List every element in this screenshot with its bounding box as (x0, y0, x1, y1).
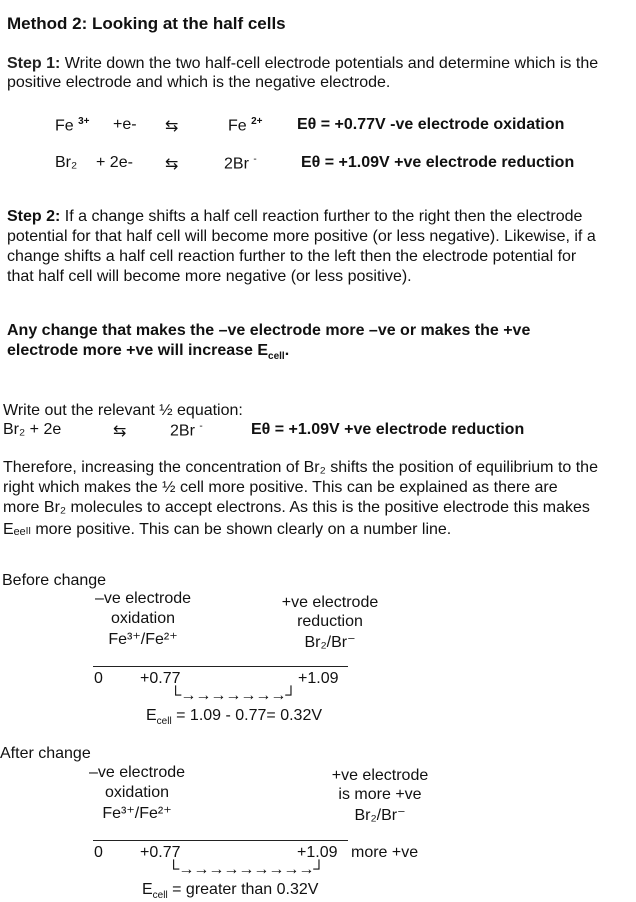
step2-line1: Step 2: If a change shifts a half cell reaction further to the right then the electrode (7, 208, 583, 225)
equilibrium-arrow-icon: ⇆ (165, 156, 179, 173)
relevant-intro: Write out the relevant ½ equation: (3, 402, 243, 419)
before-zero: 0 (94, 670, 103, 687)
step2-line3: change shifts a half cell reaction further to the left then the electrode potential for (7, 248, 577, 265)
rule-line2: electrode more +ve will increase $E_{cell}$. (7, 342, 290, 363)
before-neg-label3: Fe³⁺/Fe²⁺ (108, 631, 178, 648)
after-neg-label3: Fe³⁺/Fe²⁺ (102, 805, 172, 822)
before-pos-label2: reduction (297, 613, 363, 630)
after-tick2: +1.09 (297, 844, 338, 861)
therefore-line2: right which makes the ½ cell more positive. This can be explained as there are (3, 479, 558, 496)
after-arrow-icon: └→→→→→→→→→┘ (168, 861, 324, 878)
therefore-line4: Eₑₑₗₗ more positive. This can be shown clearly on a number line. (3, 521, 452, 538)
therefore-line3: more Br₂ molecules to accept electrons. As this is the positive electrode this makes (3, 499, 590, 516)
before-pos-label1: +ve electrode (281, 594, 379, 611)
reaction-br-left: Br₂ (55, 154, 78, 171)
equilibrium-arrow-icon: ⇆ (113, 423, 127, 440)
step1-label: Step 1: (7, 55, 61, 72)
reaction-fe-left: Fe $^{3+}$ (55, 116, 90, 135)
before-neg-label1: –ve electrode (94, 590, 192, 607)
after-neg-label1: –ve electrode (88, 764, 186, 781)
before-pos-label3: Br₂/Br⁻ (304, 634, 356, 651)
after-pos-label3: Br₂/Br⁻ (354, 807, 406, 824)
before-ecell: $E_{cell} = 1.09 - 0.77= 0.32V$ (146, 707, 323, 728)
after-neg-label2: oxidation (104, 784, 170, 801)
step1-line1 (7, 55, 598, 73)
page-title: Method 2: Looking at the half cells (7, 14, 286, 33)
after-zero: 0 (94, 844, 103, 861)
reaction-fe-electron: +e- (113, 116, 137, 133)
step1-line2: positive electrode and which is the negative electrode. (7, 74, 391, 91)
step1-text1: Write down the two half-cell electrode potentials and determine which is the (64, 55, 599, 72)
after-pos-label1: +ve electrode (331, 767, 429, 784)
relevant-right: 2Br - (170, 421, 203, 440)
reaction-fe-right: Fe $^{2+}$ (228, 116, 263, 135)
therefore-line1: Therefore, increasing the concentration of Br₂ shifts the position of equilibrium to the (3, 459, 598, 476)
reaction-br-potential: Eθ = +1.09V +ve electrode reduction (301, 154, 575, 171)
after-number-line (93, 840, 348, 841)
reaction-br-electron: + 2e- (96, 154, 133, 171)
after-ecell: $E_{cell}$ = greater than 0.32V (142, 881, 319, 902)
step2-label: Step 2: (7, 208, 61, 225)
step2-line2: potential for that half cell will become more positive (or less negative). Likewise, if a (7, 228, 596, 245)
after-tick2-note: more +ve (351, 844, 419, 861)
relevant-left: Br₂ + 2e (3, 421, 62, 438)
after-tick1: +0.77 (140, 844, 181, 861)
relevant-potential: Eθ = +1.09V +ve electrode reduction (251, 421, 525, 438)
equilibrium-arrow-icon: ⇆ (165, 118, 179, 135)
rule-line1: Any change that makes the –ve electrode more –ve or makes the +ve (7, 322, 531, 339)
reaction-br-right: 2Br - (224, 154, 257, 173)
step2-line4: that half cell will become more negative (or less positive). (7, 268, 412, 285)
after-pos-label2: is more +ve (338, 786, 422, 803)
before-arrow-icon: └→→→→→→→┘ (170, 687, 296, 704)
before-heading: Before change (2, 572, 107, 589)
reaction-fe-potential: Eθ = +0.77V -ve electrode oxidation (297, 116, 565, 133)
after-heading: After change (0, 745, 91, 762)
before-tick1: +0.77 (140, 670, 181, 687)
before-number-line (93, 666, 348, 667)
before-neg-label2: oxidation (110, 610, 176, 627)
before-tick2: +1.09 (298, 670, 339, 687)
